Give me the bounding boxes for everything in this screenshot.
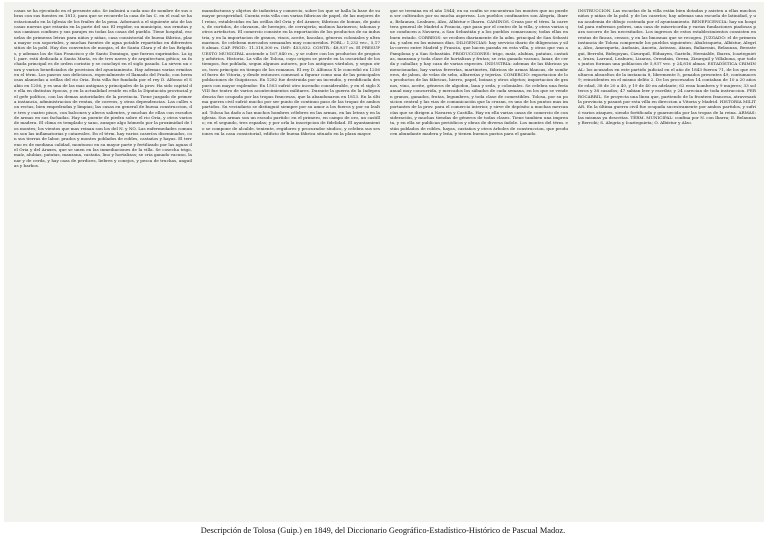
column-4 (578, 8, 756, 516)
text-columns (14, 8, 756, 516)
column-3-text: que se termina en el año 1844; en su confin se encuentran los montes que no pueden ser cultivados por su mucha aspereza. Los pueblos confinantes son Alegría, Ibarra, Belaunza, Leaburu, Alzo, Albístur e Ibarra. CAMINOS. Cruza por el térm. la carretera general de Madrid a Francia, que pasa por el centro de la villa, y otras varias que conducen a Navarra, a San Sebastián y a los pueblos comarcanos; todas ellas en buen estado. CORREOS: se reciben diariamente de la adm. principal de San Sebastián, y salen en los mismos días. DILIGENCIAS: hay servicio diario de diligencias y silla-correo entre Madrid y Francia, que hacen parada en esta villa, y otras que van a Pamplona y a San Sebastián. PRODUCCIONES: trigo, maíz, alubias, patatas, castañas, manzana y toda clase de hortalizas y frutas; se cria ganado vacuno, lanar, de cerda y caballar, y hay caza de varias especies. INDUSTRIA: ademas de las fábricas ya mencionadas, hay varias ferrerías, martinetes, fábricas de armas blancas, de sombreros, de jabon, de velas de sebo, alfarerías y tejerías. COMERCIO: exportacion de los productos de las fábricas, hierro, papel, boinas y otros objetos; importacion de granos, vino, aceite, géneros de algodon, lana y seda, y coloniales. Se celebra una feria anual muy concurrida, y mercados los sábados de cada semana, en los que se venden granos, ganados, frutas, legumbres, y toda clase de comestibles. Tolosa, por su posicion central y las vias de comunicación que la cruzan, es uno de los puntos mas importantes de la prov. para el comercio interior, y sirve de depósito a muchas mercancías que se dirigen a Navarra y Castilla. Hay en ella varias casas de comercio de consideración, y muchas tiendas de géneros de todas clases. Tiene tambien una imprenta, y en ella se publican periódicos y obras de diversa índole. Los montes del térm. están poblados de robles, hayas, castaños y otros árboles de construccion, que producen abundante madera y leña, y tienen buenos pastos para el ganado. (390, 8, 568, 136)
column-3 (390, 8, 568, 516)
scanned-page (4, 2, 764, 522)
image-caption: Descripción de Tolosa (Guip.) en 1849, del Diccionario Geográfico-Estadístico-Histórico de Pascual Madoz. (200, 526, 566, 535)
column-1 (14, 8, 192, 516)
column-2-text: manufacturas y objetos de industria y comercio, sobre los que se halla la base de su mayor prosperidad. Cuenta esta villa con varias fábricas de papel, de las mejores del reino, establecidas en las orillas del Oria y del Araxes; fábricas de boinas, de paños, de curtidos, de clavazon, de herrajes, de cerrajería; molinos harineros; tahonas y otros artefactos. El comercio consiste en la exportación de los productos de su industria, y en la importacion de granos, vinos, aceite, bacalao, géneros coloniales y ultramarinos. Se celebran mercados semanales muy concurridos. POBL.: 1,232 vec., 5,178 almas. CAP. PROD.: 11.318,300 rs. IMP.: 453,832. CONTR.: 48,937 rs. El PRESUPUESTO MUNICIPAL asciende a 167,840 rs., y se cubre con los productos de propios y arbitrios. Historia. La villa de Tolosa, cuyo origen se pierde en la oscuridad de los tiempos, fue poblada, segun algunos autores, por los antiguos várdulos, y segun otros, tuvo principio en tiempo de los romanos. El rey D. Alfonso X le concedió en 1256 el fuero de Vitoria, y desde entonces comenzó a figurar como una de las principales poblaciones de Guipúzcoa. En 1282 fue destruida por un incendio, y reedificada despues con mayor esplendor. En 1503 sufrió otro incendio considerable, y en el siglo XVIII fue teatro de varios acontecimientos militares. Durante la guerra de la Independencia fue ocupada por las tropas francesas, que la abandonaron en 1813. En la última guerra civil sufrió mucho por ser punto de continuo paso de las tropas de ambos partidos. Su vecindario se distinguió siempre por su amor a los fueros y por su lealtad. Tolosa ha dado a luz muchos hombres célebres en las armas, en las letras y en la iglesia. Sus armas son un escudo partido: en el primero, en campo de oro, un castillo; en el segundo, tres espadas; y por orla la inscripcion de fidelidad. El ayuntamiento se compone de alcalde, teniente, regidores y procurador síndico, y celebra sus sesiones en la casa consistorial, edificio de buena fábrica situado en la plaza mayor. (202, 8, 380, 136)
column-4-text: INSTRUCCION. Las escuelas de la villa están bien dotadas y asisten a ellas muchos niños y niñas de la pobl. y de los caseríos; hay ademas una escuela de latinidad, y una academia de dibujo costeada por el ayuntamiento. BENEFICENCIA: hay un hospital para enfermos pobres, una casa de misericordia y varias fundaciones piadosas para socorro de los necesitados. Los ingresos de estos establecimientos consisten en rentas de fincas, censos, y en las limosnas que se recogen. JUZGADO: el de primera instancia de Tolosa comprende los pueblos siguientes: Abalcisqueta, Albístur, Alegría, Alzo, Amezqueta, Andoain, Anoeta, Asteasu, Ataun, Baliarrain, Belaunza, Berastegui, Berrobi, Bidegoyan, Cizurquil, Elduayen, Gaztelu, Hernialde, Ibarra, Icazteguieta, Irura, Larraul, Leaburu, Lizarza, Orendain, Orexa, Zizurquil y Villabona, que todos juntos forman una poblacion de 5,937 vec. y 24,816 almas. ESTADÍSTICA CRIMINAL: los acusados en este partido judicial en el año de 1843 fueron 71, de los que resultaron absueltos de la instancia 8, libremente 5, penados presentes 49, contumaces 9; reincidentes en el mismo delito 2. De los procesados 14 contaban de 10 a 20 años de edad, 38 de 20 a 40, y 19 de 40 en adelante; 62 eran hombres y 9 mujeres; 33 solteros y 38 casados; 47 sabian leer y escribir, y 24 carecian de toda instruccion. FERROCARRIL. Se proyecta una línea que, partiendo de la frontera francesa, atravesará la provincia y pasará por esta villa en direccion a Vitoria y Madrid. HISTORIA MILITAR. En la última guerra civil fue ocupada sucesivamente por ambos partidos, y sufrió varios ataques, siendo fortificada y guarnecida por las tropas de la reina. ARMAS: las mismas ya descritas. TÉRM. MUNICIPAL: confina por N. con Ibarra; E. Belaunza y Berrobi; S. Alegría y Icazteguieta; O. Albístur y Alzo. (578, 8, 756, 126)
column-2 (202, 8, 380, 516)
column-1-text: casas se ha ejecutado en el presente año. Se imbuirá a cada uno de nombre de sus obras con sus fuentes en 1813, para que se recuerde la casa de las C. en el cual se ha estacionado en la Iglesia de los frailes de la pena. Adornará a el siguiente año de las casas nuevas que estarán en la parte del sur. El regidor, su municipio, sus ermitas y sus caminos confines y sus parajes en todas las casas del pueblo. Tiene hospital, escuelas de primeras letras para niños y niñas, casa consistorial de buena fábrica, plaza mayor con soportales, y muchas fuentes de agua potable repartidas en diferentes sitios de la pobl. Hay dos conventos de monjas, el de Santa Clara y el de las Brígidas, y ademas los de San Francisco y de Santo Domingo, que fueron suprimidos. La igl. parr. está dedicada a Santa María, es de tres naves y de arquitectura gótica; su fachada principal es de orden corintio y se concluyó en el siglo pasado. La sirven un cura y varios beneficiados de provision del ayuntamiento. Hay ademas varias ermitas en el térm. Los paseos son deliciosos, especialmente el llamado del Prado, con hermosas alamedas a orillas del rio Oria. Esta villa fue fundada por el rey D. Alfonso el Sabio en 1256, y es una de las mas antiguas y principales de la prov. Ha sido capital de ella en distintas épocas, y en la actualidad reside en ella la Diputación provincial y el gefe político, con las demas autoridades de la provincia. Tiene juzgado de primera instancia, administracion de rentas, de correos, y otras dependencias. Las calles son rectas, bien empedradas y limpias; las casas en general de buena construccion, de tres y cuatro pisos, con balcones y aleros salientes, y muchas de ellas con escudos de armas en sus fachadas. Hay un puente de piedra sobre el rio Oria, y otros varios de madera. El clima es templado y sano, aunque algo húmedo por la proximidad de los montes; los vientos que mas reinan son los del N. y NO. Las enfermedades comunes son las inflamatorias y catarrales. En el térm. hay varios caseríos diseminados, con sus tierras de labor, prados y montes poblados de robles, castaños y hayas. El terreno es de mediana calidad, montuoso en su mayor parte y fertilizado por las aguas del Oria y del Araxes, que se unen en las inmediaciones de la villa. Se cosecha trigo, maíz, alubias, patatas, manzana, castaña, lino y hortalizas; se cria ganado vacuno, lanar y de cerda, y hay caza de perdices, liebres y conejos, y pesca de truchas, anguilas y barbos. (14, 8, 192, 168)
